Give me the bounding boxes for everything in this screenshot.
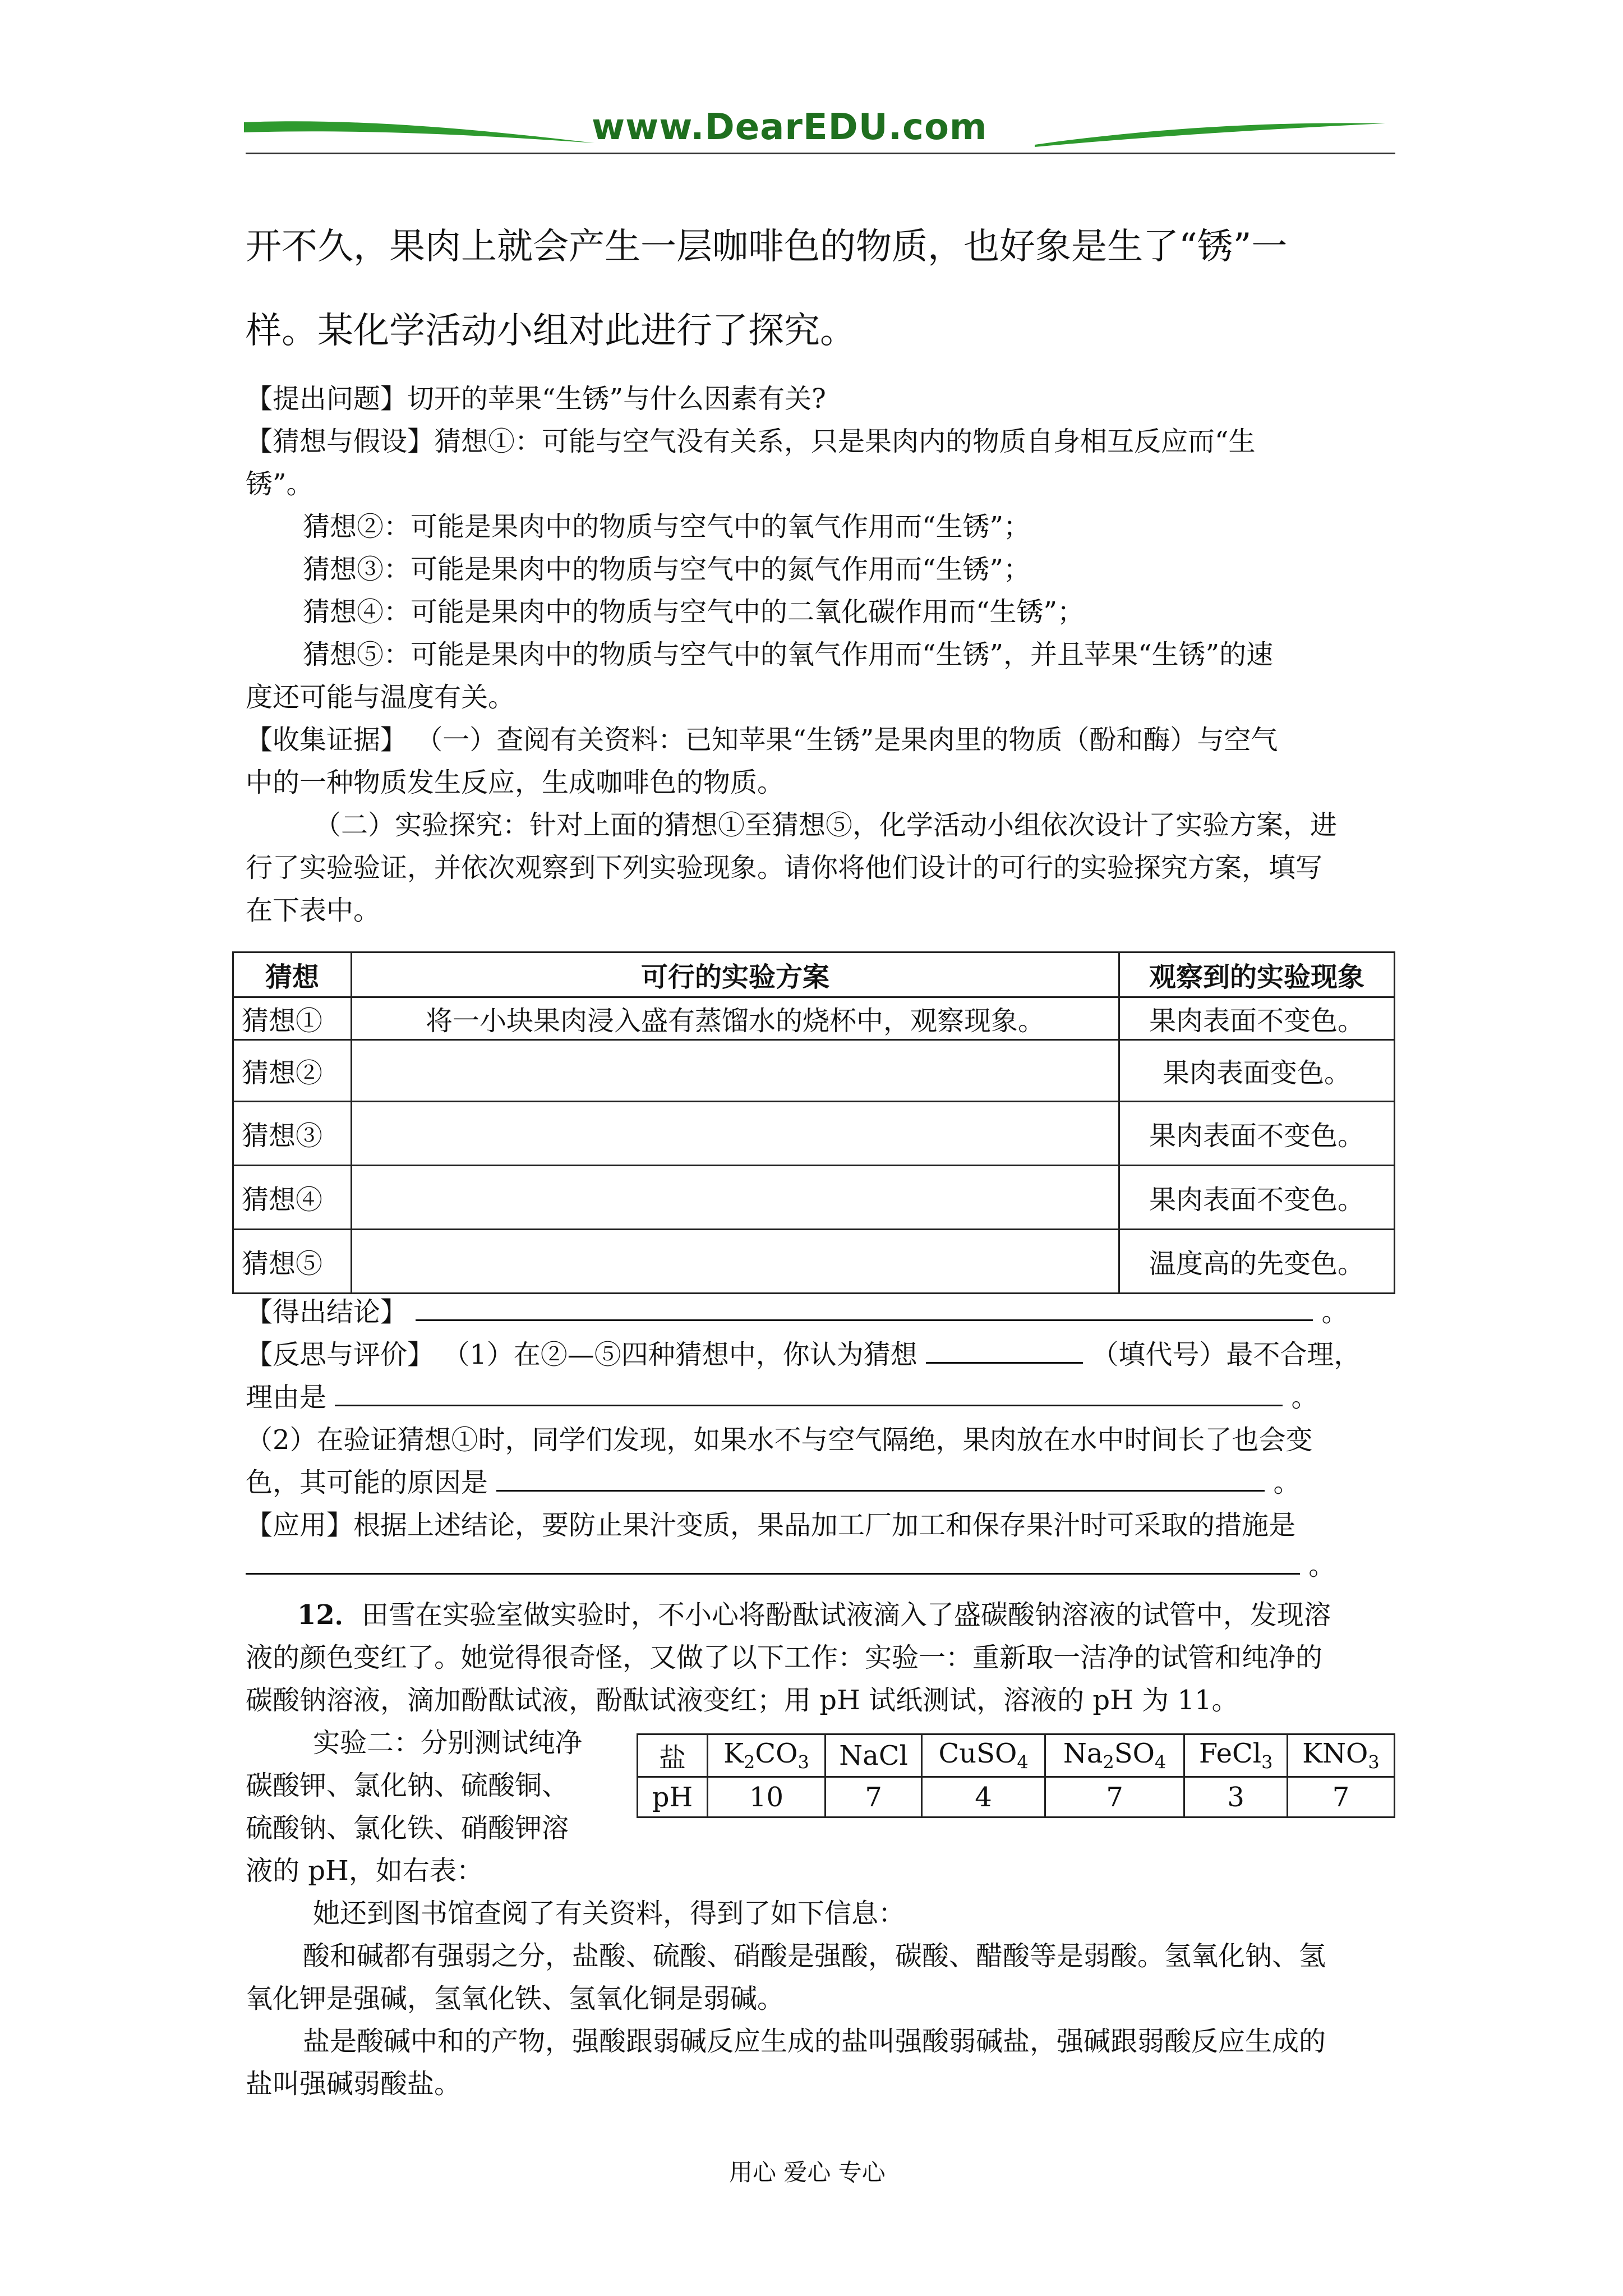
hypothesis-code-blank[interactable]	[926, 1337, 1083, 1364]
table-cell: 果肉表面不变色。	[1119, 1102, 1395, 1166]
question-line: 【提出问题】切开的苹果“生锈”与什么因素有关?	[246, 383, 826, 415]
ph-cell: 10	[708, 1777, 826, 1818]
table-cell: 猜想③	[233, 1102, 352, 1166]
table-row	[233, 997, 1395, 1040]
salt-cell: $KNO_3$	[1287, 1734, 1394, 1777]
reflection-line-2: （2）在验证猜想①时，同学们发现，如果水不与空气隔绝，果肉放在水中时间长了也会变	[246, 1424, 1313, 1456]
cause-blank[interactable]	[496, 1465, 1265, 1492]
header-rule	[246, 153, 1395, 154]
info-acid-base-2: 氧化钾是强碱，氢氧化铁、氢氧化铜是弱碱。	[246, 1983, 785, 2014]
ph-label: pH	[638, 1777, 708, 1818]
answer-cell[interactable]	[352, 1230, 1119, 1294]
question-number: 12．	[297, 1599, 362, 1631]
period: 。	[1291, 1382, 1318, 1413]
q12-side-3: 硫酸钠、氯化铁、硝酸钾溶	[246, 1812, 569, 1844]
period: 。	[1273, 1467, 1301, 1498]
info-intro: 她还到图书馆查阅了有关资料，得到了如下信息：	[313, 1898, 906, 1929]
experiment-table	[232, 951, 1395, 1294]
application-answer-line	[246, 1544, 1335, 1582]
ph-row	[638, 1777, 1395, 1818]
table-row	[233, 1230, 1395, 1294]
reflection-text: 【反思与评价】 （1）在②—⑤四种猜想中，你认为猜想	[246, 1339, 917, 1370]
table-header-cell: 观察到的实验现象	[1119, 953, 1395, 997]
period: 。	[1308, 1550, 1336, 1581]
hypothesis-5b: 度还可能与温度有关。	[246, 682, 515, 713]
evidence-2c: 在下表中。	[246, 895, 381, 926]
info-salt-2: 盐叫强碱弱酸盐。	[246, 2068, 462, 2100]
info-acid-base-1: 酸和碱都有强弱之分，盐酸、硫酸、硝酸是强酸，碳酸、醋酸等是弱酸。氢氧化钠、氢	[303, 1940, 1326, 1972]
salt-cell: FeCl$_3$	[1184, 1734, 1287, 1777]
period: 。	[1321, 1296, 1349, 1328]
reflection-line-1	[246, 1333, 1361, 1372]
hypothesis-3: 猜想③：可能是果肉中的物质与空气中的氮气作用而“生锈”；	[303, 554, 1031, 585]
ph-table	[637, 1733, 1395, 1818]
conclusion-label: 【得出结论】	[246, 1296, 408, 1328]
site-logo: www.DearEDU.com	[592, 107, 988, 148]
table-cell: 将一小块果肉浸入盛有蒸馏水的烧杯中，观察现象。	[352, 997, 1119, 1040]
table-cell: 果肉表面不变色。	[1119, 1166, 1395, 1230]
q12-line-3: 碳酸钠溶液，滴加酚酞试液，酚酞试液变红；用 pH 试纸测试，溶液的 pH 为 11。	[246, 1685, 1239, 1716]
application-blank[interactable]	[246, 1548, 1300, 1575]
conclusion-blank[interactable]	[416, 1295, 1313, 1321]
table-header-cell: 可行的实验方案	[352, 953, 1119, 997]
reason-label: 理由是	[246, 1382, 327, 1413]
ph-cell: 4	[922, 1777, 1045, 1818]
header-swoosh-right	[1032, 112, 1391, 151]
conclusion-line	[246, 1290, 1349, 1329]
evidence-1a: 【收集证据】 （一）查阅有关资料：已知苹果“生锈”是果肉里的物质（酚和酶）与空气	[246, 724, 1278, 756]
salt-row	[638, 1734, 1395, 1777]
hypothesis-1b: 锈”。	[246, 468, 313, 500]
reason-line	[246, 1375, 1318, 1414]
q12-side-4: 液的 pH，如右表：	[246, 1855, 483, 1887]
salt-cell: $Na_2SO_4$	[1045, 1734, 1184, 1777]
table-header-row	[233, 953, 1395, 997]
q12-line-1	[297, 1593, 1331, 1632]
table-row	[233, 1166, 1395, 1230]
reflection-text: （填代号）最不合理，	[1091, 1339, 1361, 1370]
table-cell: 猜想④	[233, 1166, 352, 1230]
evidence-1b: 中的一种物质发生反应，生成咖啡色的物质。	[246, 767, 785, 798]
table-header-cell: 猜想	[233, 953, 352, 997]
answer-cell[interactable]	[352, 1102, 1119, 1166]
intro-line-2: 样。某化学活动小组对此进行了探究。	[246, 310, 856, 352]
table-row	[233, 1040, 1395, 1102]
q12-line-2: 液的颜色变红了。她觉得很奇怪，又做了以下工作：实验一：重新取一洁净的试管和纯净的	[246, 1642, 1323, 1673]
q12-text: 田雪在实验室做实验时，不小心将酚酞试液滴入了盛碳酸钠溶液的试管中，发现溶	[361, 1599, 1331, 1631]
cause-line	[246, 1461, 1301, 1499]
ph-cell: 3	[1184, 1777, 1287, 1818]
evidence-2a: （二）实验探究：针对上面的猜想①至猜想⑤，化学活动小组依次设计了实验方案，进	[314, 809, 1338, 841]
table-cell: 温度高的先变色。	[1119, 1230, 1395, 1294]
table-cell: 果肉表面变色。	[1119, 1040, 1395, 1102]
q12-side-2: 碳酸钾、氯化钠、硫酸铜、	[246, 1770, 569, 1801]
table-row	[233, 1102, 1395, 1166]
table-cell: 猜想②	[233, 1040, 352, 1102]
hypothesis-4: 猜想④：可能是果肉中的物质与空气中的二氧化碳作用而“生锈”；	[303, 596, 1085, 628]
hypothesis-5a: 猜想⑤：可能是果肉中的物质与空气中的氧气作用而“生锈”，并且苹果“生锈”的速	[303, 639, 1274, 670]
hypothesis-1a: 【猜想与假设】猜想①：可能与空气没有关系，只是果肉内的物质自身相互反应而“生	[246, 426, 1256, 457]
q12-side-1: 实验二：分别测试纯净	[313, 1727, 583, 1759]
ph-cell: 7	[1287, 1777, 1394, 1818]
cause-label: 色，其可能的原因是	[246, 1467, 488, 1498]
ph-cell: 7	[825, 1777, 921, 1818]
salt-cell: NaCl	[825, 1734, 921, 1777]
table-cell: 果肉表面不变色。	[1119, 997, 1395, 1040]
ph-cell: 7	[1045, 1777, 1184, 1818]
hypothesis-2: 猜想②：可能是果肉中的物质与空气中的氧气作用而“生锈”；	[303, 511, 1031, 542]
answer-cell[interactable]	[352, 1166, 1119, 1230]
header-swoosh-left	[241, 112, 600, 151]
reason-blank[interactable]	[335, 1380, 1283, 1406]
footer-motto: 用心 爱心 专心	[729, 2159, 886, 2186]
table-cell: 猜想①	[233, 997, 352, 1040]
salt-cell: CuSO$_4$	[922, 1734, 1045, 1777]
application-line: 【应用】根据上述结论，要防止果汁变质，果品加工厂加工和保存果汁时可采取的措施是	[246, 1510, 1296, 1541]
salt-cell: $K_2CO_3$	[708, 1734, 826, 1777]
table-cell: 猜想⑤	[233, 1230, 352, 1294]
intro-line-1: 开不久，果肉上就会产生一层咖啡色的物质，也好象是生了“锈”一	[246, 226, 1288, 268]
info-salt-1: 盐是酸碱中和的产物，强酸跟弱碱反应生成的盐叫强酸弱碱盐，强碱跟弱酸反应生成的	[303, 2026, 1326, 2057]
evidence-2b: 行了实验验证，并依次观察到下列实验现象。请你将他们设计的可行的实验探究方案，填写	[246, 852, 1323, 884]
answer-cell[interactable]	[352, 1040, 1119, 1102]
salt-label: 盐	[638, 1734, 708, 1777]
